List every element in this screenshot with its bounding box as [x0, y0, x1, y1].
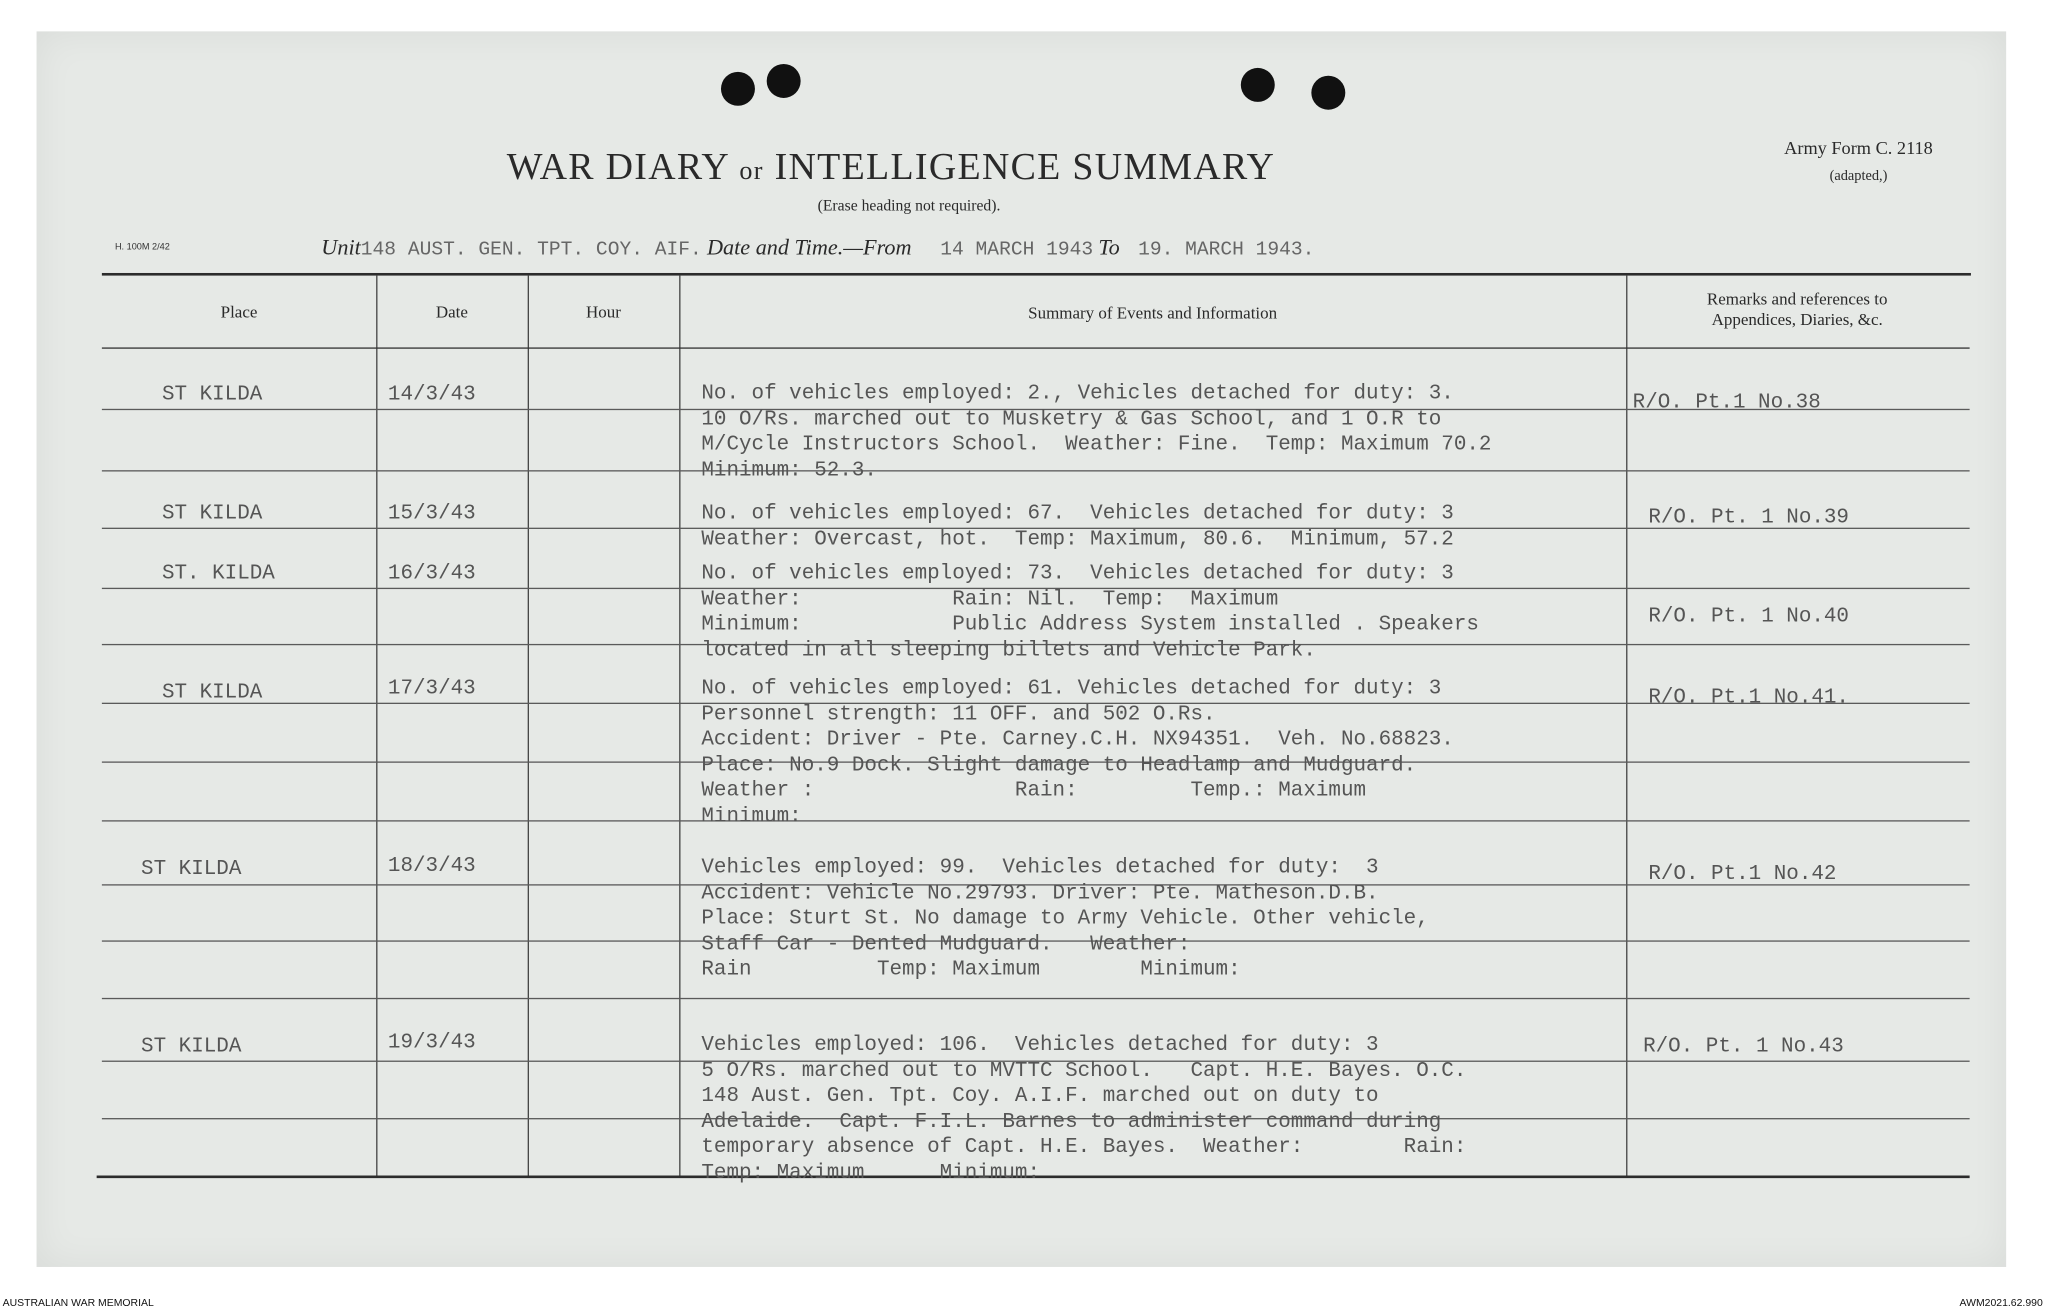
- adapted-label: (adapted,): [1829, 168, 1888, 185]
- entry-summary: Vehicles employed: 99. Vehicles detached for duty: 3 Accident: Vehicle No.29793. Driver: Pte. Matheson.D.B. Place: Sturt St. No damage to Army Vehicle. Other vehicle, Staff Car - Dented Mudguard. Weather: Rain Temp: Maximum Minimum:: [701, 855, 1429, 981]
- archive-footer: [0, 1296, 2048, 1311]
- header-place: Place: [220, 301, 258, 322]
- title-war-diary: WAR DIARY: [506, 146, 729, 189]
- header-remarks-line-2: Appendices, Diaries, &c.: [1711, 309, 1883, 330]
- form-title: [507, 146, 1275, 189]
- entry-date: 14/3/43: [387, 382, 476, 407]
- header-summary: Summary of Events and Information: [1028, 303, 1278, 323]
- entry-summary: No. of vehicles employed: 67. Vehicles detached for duty: 3 Weather: Overcast, hot. Temp: Maximum, 80.6. Minimum, 57.2: [701, 501, 1454, 551]
- entry-place: ST KILDA: [161, 382, 263, 407]
- date-from-value: 14 MARCH 1943: [940, 239, 1094, 262]
- entry-summary: No. of vehicles employed: 61. Vehicles detached for duty: 3 Personnel strength: 11 OFF. and 502 O.Rs. Accident: Driver - Pte. Carney.C.H. NX94351. Veh. No.68823. Place: No.9 Dock. Slight damage to Headlamp and Mudguard. Weather : Rain: Temp.: Maximum Minimum:: [701, 676, 1454, 828]
- punch-hole: [767, 64, 801, 98]
- date-from-label: Date and Time.—From: [706, 235, 912, 260]
- entry-place: ST. KILDA: [161, 561, 275, 586]
- column-divider: [679, 276, 680, 1176]
- column-divider: [1626, 276, 1627, 1176]
- entry-summary: No. of vehicles employed: 2., Vehicles detached for duty: 3. 10 O/Rs. marched out to Musketry & Gas School, and 1 O.R to M/Cycle Instructors School. Weather: Fine. Temp: Maximum 70.2 Minimum: 52.3.: [701, 381, 1492, 482]
- entry-remarks: R/O. Pt. 1 No.39: [1648, 505, 1849, 529]
- entry-place: ST KILDA: [161, 680, 263, 704]
- entry-date: 19/3/43: [387, 1030, 476, 1055]
- army-form-label: Army Form C. 2118: [1784, 139, 1933, 160]
- header-date: Date: [435, 301, 468, 322]
- entry-place: ST KILDA: [161, 501, 263, 526]
- unit-value: 148 AUST. GEN. TPT. COY. AIF.: [360, 239, 702, 262]
- punch-hole: [1311, 76, 1345, 110]
- header-hour: Hour: [585, 301, 621, 322]
- ruled-line: [102, 998, 1970, 999]
- date-to-label: To: [1098, 235, 1120, 260]
- entry-date: 15/3/43: [387, 501, 476, 526]
- punch-hole: [721, 72, 755, 106]
- unit-label: Unit: [321, 235, 361, 260]
- entry-date: 16/3/43: [387, 561, 476, 586]
- archive-name: AUSTRALIAN WAR MEMORIAL: [2, 1296, 154, 1309]
- header-remarks-line-1: Remarks and references to: [1706, 288, 1888, 309]
- army-form-number: [1784, 137, 1933, 189]
- table-top-border: [102, 273, 1971, 276]
- entry-remarks: R/O. Pt. 1 No.43: [1643, 1034, 1844, 1058]
- archive-reference: AWM2021.62.990: [1959, 1296, 2043, 1309]
- entry-remarks: R/O. Pt.1 No.42: [1648, 862, 1837, 886]
- column-divider: [376, 276, 377, 1176]
- header-remarks: [1626, 289, 1968, 331]
- entry-summary: No. of vehicles employed: 73. Vehicles detached for duty: 3 Weather: Rain: Nil. Temp: Maximum Minimum: Public Address System installed . Speakers located in all sleeping billets and Vehicle Park.: [701, 561, 1479, 662]
- unit-date-line: [321, 235, 1627, 269]
- date-to-value: 19. MARCH 1943.: [1138, 239, 1315, 262]
- header-rule: [102, 347, 1970, 348]
- entry-summary: Vehicles employed: 106. Vehicles detached for duty: 3 5 O/Rs. marched out to MVTTC School. Capt. H.E. Bayes. O.C. 148 Aust. Gen. Tpt. Coy. A.I.F. marched out on duty to Adelaide. Capt. F.I.L. Barnes to administer command during temporary absence of Capt. H.E. Bayes. Weather: Rain: Temp: Maximum Minimum:: [701, 1033, 1467, 1184]
- entry-place: ST KILDA: [141, 1034, 242, 1058]
- entry-date: 17/3/43: [387, 676, 476, 701]
- print-code: H. 100M 2/42: [114, 242, 170, 253]
- form-subtitle: (Erase heading not required).: [817, 195, 1001, 215]
- entry-date: 18/3/43: [387, 854, 476, 878]
- title-or: or: [739, 156, 764, 186]
- entry-place: ST KILDA: [141, 856, 242, 881]
- entry-remarks: R/O. Pt.1 No.38: [1632, 390, 1821, 415]
- entry-remarks: R/O. Pt. 1 No.40: [1648, 604, 1849, 629]
- punch-hole: [1241, 68, 1275, 102]
- column-divider: [528, 276, 529, 1176]
- title-intelligence-summary: INTELLIGENCE SUMMARY: [774, 146, 1276, 189]
- entry-remarks: R/O. Pt.1 No.41.: [1648, 685, 1849, 710]
